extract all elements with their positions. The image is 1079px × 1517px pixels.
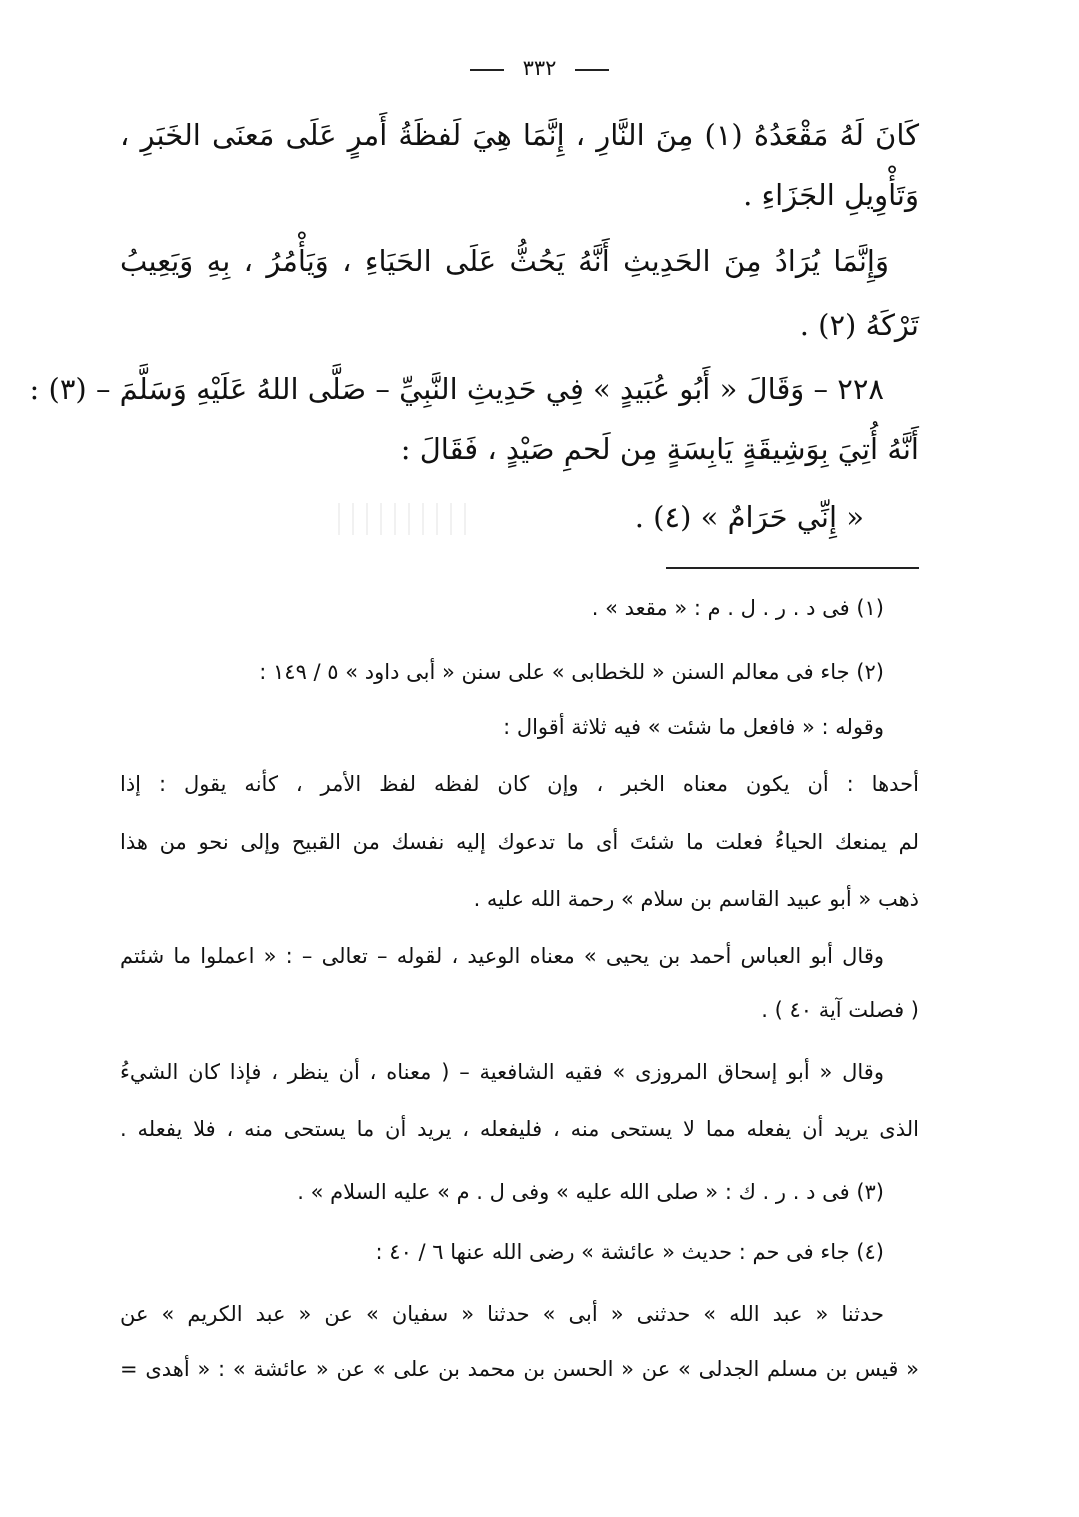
- footnote-2-line-4: لم يمنعك الحياءُ فعلت ما شئتَ أى ما تدعوك إليه نفسك من القبيح وإلى نحو من هذا: [120, 830, 919, 854]
- footnote-2-line-8: وقال « أبو إسحاق المروزى » فقيه الشافعية – ( معناه ، أن ينظر ، فإذا كان الشيءُ: [120, 1060, 884, 1084]
- main-text-line-4: تَرْكَهُ (٢) .: [799, 308, 919, 342]
- footnote-1: (١) فى د . ر . ل . م : « مقعد » .: [591, 596, 884, 620]
- footnote-4-line-2: حدثنا « عبد الله » حدثنى « أبى » حدثنا « سفيان » عن « عبد الكريم » عن: [120, 1302, 884, 1326]
- footnote-2-line-5: ذهب « أبو عبيد القاسم بن سلام » رحمة الله عليه .: [473, 887, 919, 911]
- scan-artifact: [338, 503, 478, 535]
- page-header: [0, 56, 1079, 80]
- footnote-2-line-6: وقال أبو العباس أحمد بن يحيى » معناه الوعيد ، لقوله – تعالى – : « اعملوا ما شئتم: [120, 944, 884, 968]
- main-text-line-1: كَانَ لَهُ مَقْعَدُهُ (١) مِنَ النَّارِ ، إِنَّمَا هِيَ لَفظَةُ أَمرٍ عَلَى مَعنَى الخَبَرِ ،: [120, 118, 919, 152]
- header-dash-left: [470, 69, 504, 71]
- footnote-2-line-9: الذى يريد أن يفعله مما لا يستحى منه ، فليفعله ، يريد أن ما يستحى منه ، فلا يفعله .: [120, 1117, 919, 1141]
- footnote-4-line-3: « قيس بن مسلم الجدلى » عن « الحسن بن محمد بن على » عن « عائشة » : « أهدى =: [120, 1357, 919, 1381]
- footnote-separator: [666, 567, 919, 569]
- footnote-2-line-7: ( فصلت آية ٤٠ ) .: [761, 998, 919, 1022]
- footnote-4: (٤) جاء فى حم : حديث « عائشة » رضى الله عنها ٦ / ٤٠ :: [375, 1240, 884, 1264]
- header-dash-right: [575, 69, 609, 71]
- main-text-line-3: وَإِنَّمَا يُرَادُ مِنَ الحَدِيثِ أَنَّهُ يَحُثُّ عَلَى الحَيَاءِ ، وَيَأْمُرُ ، بِهِ وَيَعِيبُ: [120, 244, 889, 278]
- footnote-2-line-3: أحدها : أن يكون معناه الخبر ، وإن كان لفظه لفظ الأمر ، كأنه يقول : إذا: [120, 772, 919, 796]
- footnote-3: (٣) فى د . ر . ك : « صلى الله عليه » وفى ل . م » عليه السلام » .: [297, 1180, 884, 1204]
- footnote-2-line-2: وقوله : « فافعل ما شئت » فيه ثلاثة أقوال :: [503, 715, 884, 739]
- main-text-line-2: وَتَأْوِيلِ الجَزَاءِ .: [743, 178, 919, 212]
- main-text-line-5: ٢٢٨ – وَقَالَ « أَبُو عُبَيدٍ » فِي حَدِيثِ النَّبِيِّ – صَلَّى اللهُ عَلَيْهِ وَسَلَّمَ – (٣) :: [29, 372, 884, 406]
- main-text-line-6: أَنَّهُ أُتِيَ بِوَشِيقَةٍ يَابِسَةٍ مِن لَحمِ صَيْدٍ ، فَقَالَ :: [400, 432, 919, 466]
- main-text-line-7: « إِنِّي حَرَامٌ » (٤) .: [634, 500, 864, 534]
- page-number: ٣٣٢: [522, 56, 557, 80]
- footnote-2: (٢) جاء فى معالم السنن « للخطابى » على سنن « أبى داود » ٥ / ١٤٩ :: [259, 660, 884, 684]
